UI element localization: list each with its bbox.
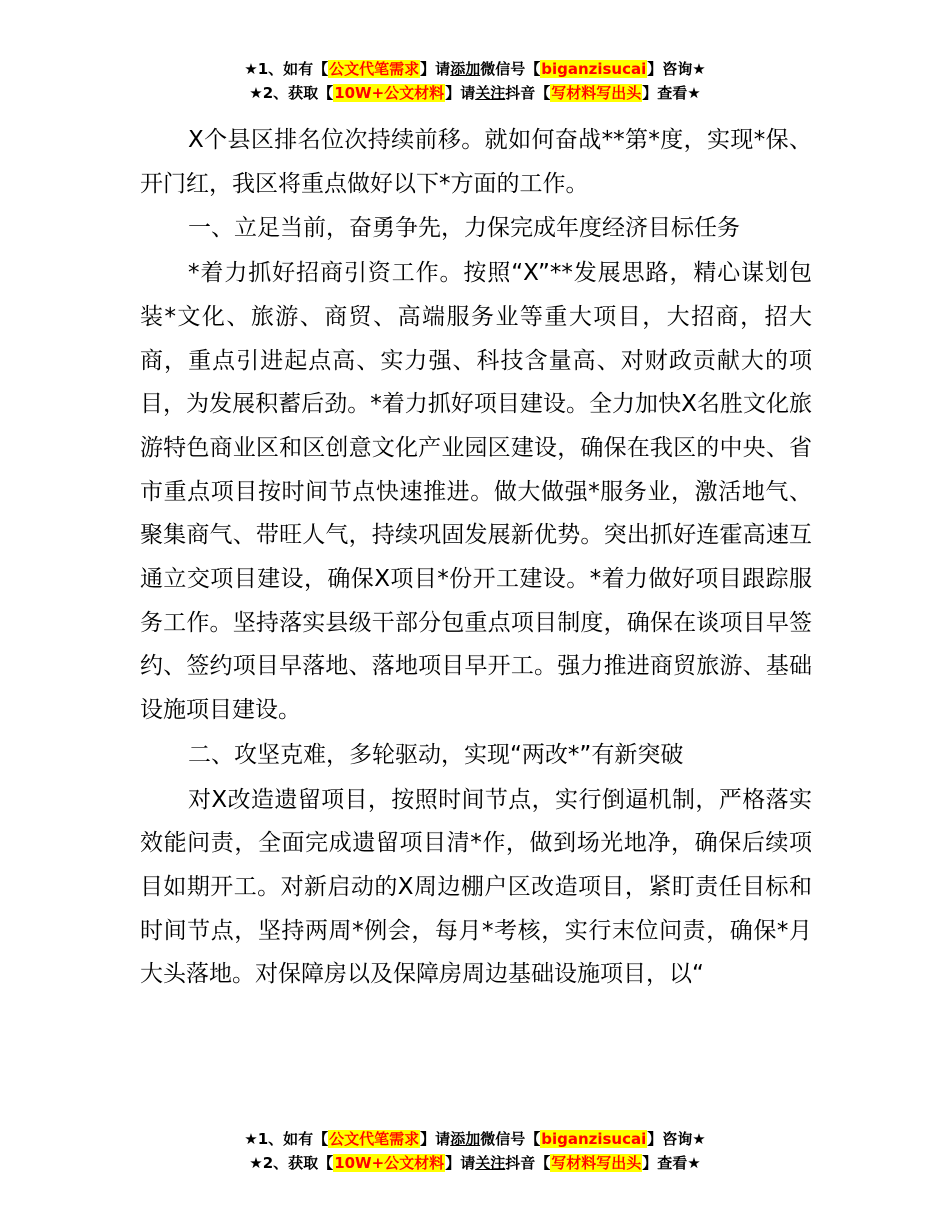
banner-text: ★1、如有【	[244, 1130, 329, 1148]
document-body	[140, 119, 812, 998]
footer-banner	[0, 1127, 950, 1175]
banner-text: 】请	[420, 1130, 451, 1148]
banner-line-2	[0, 1151, 950, 1175]
banner-underlined: 添加	[450, 1130, 481, 1148]
highlight-service: 公文代笔需求	[329, 60, 420, 78]
highlight-douyin-account: 写材料写出头	[551, 1154, 642, 1172]
section-heading-2: 二、攻坚克难，多轮驱动，实现“两改*”有新突破	[188, 741, 684, 768]
banner-text: 】查看★	[642, 1154, 701, 1172]
banner-text: 】咨询★	[647, 60, 706, 78]
banner-text: 】请	[420, 60, 451, 78]
header-banner	[0, 57, 950, 105]
paragraph-intro: X个县区排名位次持续前移。就如何奋战**第*度，实现*保、开门红，我区将重点做好以下*方面的工作。	[140, 127, 812, 197]
banner-underlined: 关注	[475, 84, 506, 102]
banner-text: 抖音【	[505, 1154, 551, 1172]
banner-text: ★1、如有【	[244, 60, 329, 78]
banner-line-1	[0, 1127, 950, 1151]
banner-text: 微信号【	[480, 1130, 541, 1148]
banner-underlined: 关注	[475, 1154, 506, 1172]
paragraph-section-1: *着力抓好招商引资工作。按照“X”**发展思路，精心谋划包装*文化、旅游、商贸、高端服务业等重大项目，大招商，招大商，重点引进起点高、实力强、科技含量高、对财政贡献大的项目，为发展积蓄后劲。*着力抓好项目建设。全力加快X名胜文化旅游特色商业区和区创意文化产业园区建设，确保在我区的中央、省市重点项目按时间节点快速推进。做大做强*服务业，激活地气、聚集商气、带旺人气，持续巩固发展新优势。突出抓好连霍高速互通立交项目建设，确保X项目*份开工建设。*着力做好项目跟踪服务工作。坚持落实县级干部分包重点项目制度，确保在谈项目早签约、签约项目早落地、落地项目早开工。强力推进商贸旅游、基础设施项目建设。	[140, 260, 812, 724]
section-heading-1: 一、立足当前，奋勇争先，力保完成年度经济目标任务	[188, 215, 740, 242]
highlight-douyin-account: 写材料写出头	[551, 84, 642, 102]
banner-underlined: 添加	[450, 60, 481, 78]
paragraph-section-2: 对X改造遗留项目，按照时间节点，实行倒逼机制，严格落实效能问责，全面完成遗留项目清*作，做到场光地净，确保后续项目如期开工。对新启动的X周边棚户区改造项目，紧盯责任目标和时间节点，坚持两周*例会，每月*考核，实行末位问责，确保*月大头落地。对保障房以及保障房周边基础设施项目，以“	[140, 786, 812, 988]
highlight-wechat-id: biganzisucai	[541, 60, 647, 78]
banner-text: 抖音【	[505, 84, 551, 102]
banner-text: 】查看★	[642, 84, 701, 102]
banner-text: 微信号【	[480, 60, 541, 78]
highlight-service: 公文代笔需求	[329, 1130, 420, 1148]
banner-text: 】咨询★	[647, 1130, 706, 1148]
banner-text: ★2、获取【	[249, 84, 334, 102]
highlight-materials: 10W+公文材料	[334, 1154, 445, 1172]
highlight-materials: 10W+公文材料	[334, 84, 445, 102]
banner-text: 】请	[445, 84, 476, 102]
banner-line-2	[0, 81, 950, 105]
highlight-wechat-id: biganzisucai	[541, 1130, 647, 1148]
banner-line-1	[0, 57, 950, 81]
banner-text: ★2、获取【	[249, 1154, 334, 1172]
banner-text: 】请	[445, 1154, 476, 1172]
